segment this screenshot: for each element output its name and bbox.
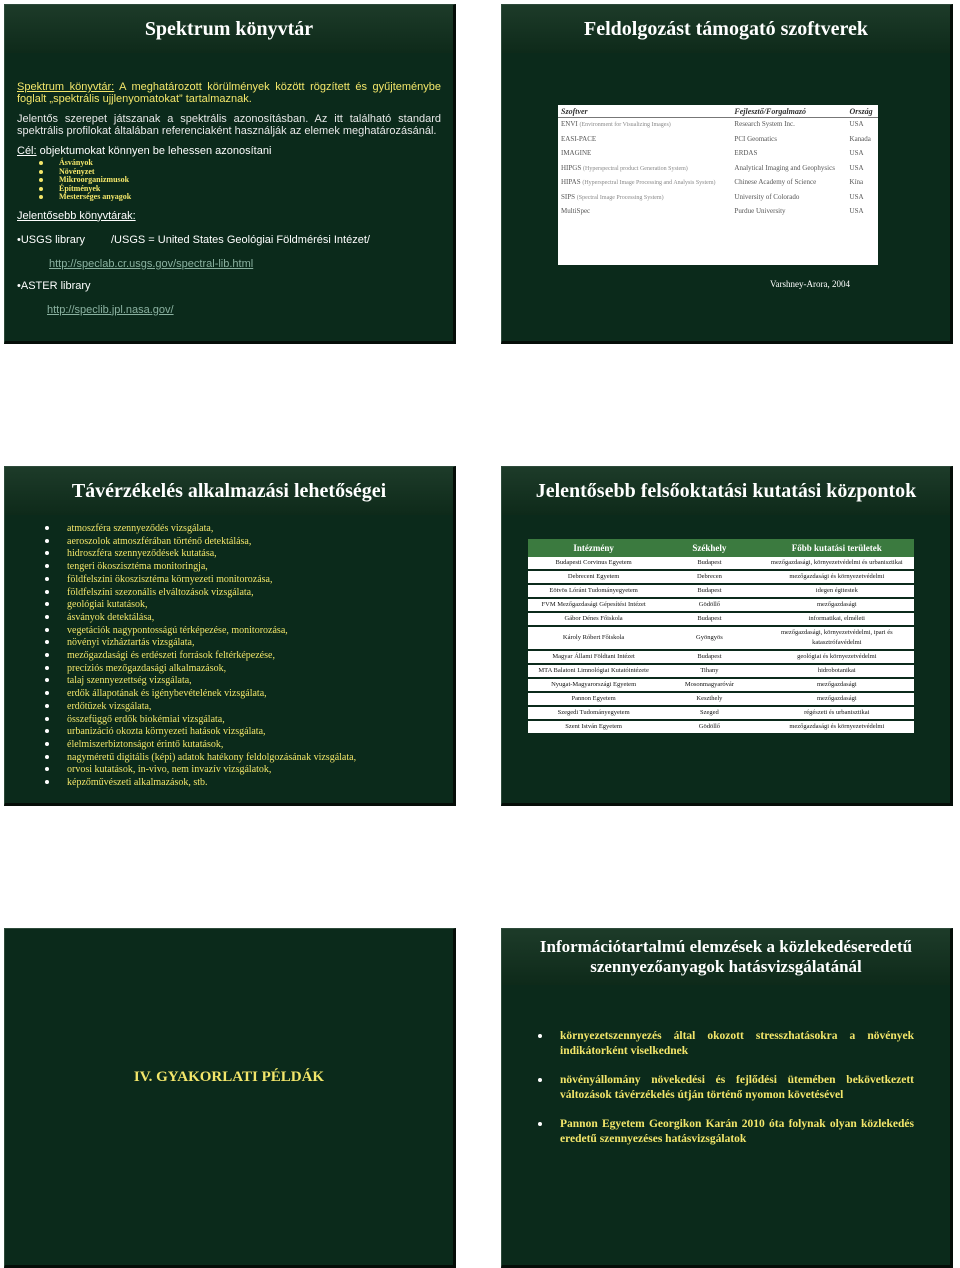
institution-cell: Pannon Egyetem xyxy=(528,692,659,706)
institution-cell: Debreceni Egyetem xyxy=(528,570,659,584)
software-header: Szoftver xyxy=(558,105,731,118)
institution-row xyxy=(528,557,914,570)
software-table xyxy=(558,105,878,220)
software-row xyxy=(558,191,878,206)
developer-cell: ERDAS xyxy=(734,149,758,157)
research-cell: mezőgazdasági, környezetvédelmi és urbanisztikai xyxy=(760,557,914,570)
application-item: földfelszíni ökoszisztéma környezeti monitorozása, xyxy=(45,574,356,587)
research-cell: geológiai és környezetvédelmi xyxy=(760,650,914,664)
application-item: hidroszféra szennyeződések kutatása, xyxy=(45,548,356,561)
software-cell xyxy=(558,176,731,191)
research-cell: mezőgazdasági, környezetvédelmi, ipari és katasztrófavédelmi xyxy=(760,626,914,650)
research-cell: mezőgazdasági xyxy=(760,598,914,612)
usgs-link[interactable]: http://speclab.cr.usgs.gov/spectral-lib.html xyxy=(49,257,254,270)
institution-cell: Nyugat-Magyarországi Egyetem xyxy=(528,678,659,692)
application-item: földfelszíni szezonális elváltozások vizsgálata, xyxy=(45,587,356,600)
institution-cell: FVM Mezőgazdasági Gépesítési Intézet xyxy=(528,598,659,612)
seat-cell: Budapest xyxy=(659,612,759,626)
institution-row xyxy=(528,706,914,720)
object-type-item: Ásványok xyxy=(59,159,441,168)
research-cell: idegen égitestek xyxy=(760,584,914,598)
slide-informaciotartalmu-elemzesek xyxy=(501,928,953,1268)
research-cell: mezőgazdasági és környezetvédelmi xyxy=(760,570,914,584)
institution-table xyxy=(528,539,914,735)
object-type-list xyxy=(59,159,441,202)
slide-szoftverek xyxy=(501,4,953,344)
slide-title: Információtartalmú elemzések a közlekedéseredetű szennyezőanyagok hatásvizsgálatánál xyxy=(502,929,950,985)
institution-row xyxy=(528,692,914,706)
software-row xyxy=(558,162,878,177)
software-name: EASI-PACE xyxy=(561,134,597,143)
institution-cell: Szent István Egyetem xyxy=(528,720,659,734)
slide-title: Távérzékelés alkalmazási lehetőségei xyxy=(5,467,453,515)
software-name: HIPAS xyxy=(561,178,581,186)
object-type-item: Növényzet xyxy=(59,168,441,177)
institution-row xyxy=(528,626,914,650)
software-cell xyxy=(558,191,731,206)
software-name: SIPS xyxy=(561,192,576,201)
application-item: urbanizáció okozta környezeti hatások vizsgálata, xyxy=(45,726,356,739)
goal-text: objektumokat könnyen be lehessen azonosítani xyxy=(36,145,272,157)
intro-paragraph xyxy=(17,81,441,105)
seat-cell: Budapest xyxy=(659,584,759,598)
institution-row xyxy=(528,612,914,626)
institution-row xyxy=(528,720,914,734)
research-cell: informatikai, elméleti xyxy=(760,612,914,626)
aster-link[interactable]: http://speclib.jpl.nasa.gov/ xyxy=(47,303,174,316)
developer-cell: PCI Geomatics xyxy=(734,134,777,143)
research-cell: mezőgazdasági xyxy=(760,678,914,692)
application-item: növényi vízháztartás vizsgálata, xyxy=(45,637,356,650)
seat-cell: Budapest xyxy=(659,650,759,664)
research-cell: mezőgazdasági és környezetvédelmi xyxy=(760,720,914,734)
software-row xyxy=(558,147,878,162)
application-item: geológiai kutatások, xyxy=(45,599,356,612)
software-fullname: (Environment for Visualizing Images) xyxy=(579,122,671,128)
findings-list xyxy=(534,1029,914,1161)
software-cell xyxy=(558,133,731,148)
finding-item: Pannon Egyetem Georgikon Karán 2010 óta folynak olyan közlekedés eredetű szennyezéses hatásvizsgálatok xyxy=(534,1117,914,1147)
country-cell: USA xyxy=(849,192,864,201)
institution-row xyxy=(528,650,914,664)
software-name: IMAGINE xyxy=(561,149,592,157)
application-item: nagyméretű digitális (képi) adatok hatékony feldolgozásának vizsgálata, xyxy=(45,752,356,765)
institution-cell: Magyar Állami Földtani Intézet xyxy=(528,650,659,664)
seat-cell: Gyöngyös xyxy=(659,626,759,650)
country-cell: USA xyxy=(849,120,864,128)
institution-cell: Eötvös Lóránt Tudományegyetem xyxy=(528,584,659,598)
developer-cell: University of Colorado xyxy=(734,192,800,201)
usgs-label: •USGS library xyxy=(17,233,86,246)
application-list xyxy=(45,523,356,790)
country-cell: USA xyxy=(849,149,864,157)
country-cell: Kína xyxy=(849,178,864,186)
developer-cell: Chinese Academy of Science xyxy=(734,178,817,186)
application-item: ásványok detektálása, xyxy=(45,612,356,625)
finding-item: környezetszennyezés által okozott stresszhatásokra a növények indikátorként viselkednek xyxy=(534,1029,914,1059)
application-item: tengeri ökoszisztéma monitoringja, xyxy=(45,561,356,574)
software-name: ENVI xyxy=(561,120,578,128)
application-item: atmoszféra szennyeződés vizsgálata, xyxy=(45,523,356,536)
institution-header: Intézmény xyxy=(528,539,659,557)
software-name: MultiSpec xyxy=(561,207,591,215)
software-row xyxy=(558,118,878,133)
country-cell: USA xyxy=(849,163,864,172)
software-name: HIPGS xyxy=(561,163,582,172)
research-header: Főbb kutatási területek xyxy=(760,539,914,557)
developer-cell: Purdue University xyxy=(734,207,786,215)
object-type-item: Mesterséges anyagok xyxy=(59,193,441,202)
slide-spektrum-konyvtar xyxy=(4,4,456,344)
application-item: aeroszolok atmoszférában történő detektálása, xyxy=(45,536,356,549)
aster-label: •ASTER library xyxy=(17,279,91,292)
section-heading: IV. GYAKORLATI PÉLDÁK xyxy=(133,1069,325,1085)
software-fullname: (Hyperspectral Image Processing and Analysis System) xyxy=(582,180,716,186)
software-cell xyxy=(558,162,731,177)
source-credit: Varshney-Arora, 2004 xyxy=(770,279,850,289)
software-cell xyxy=(558,118,731,133)
software-fullname: (Hyperspectral product Generation System) xyxy=(582,165,688,172)
institution-cell: Károly Róbert Főiskola xyxy=(528,626,659,650)
seat-cell: Keszthely xyxy=(659,692,759,706)
seat-cell: Gödöllő xyxy=(659,598,759,612)
seat-cell: Budapest xyxy=(659,557,759,570)
intro-label: Spektrum könyvtár: xyxy=(17,81,115,93)
institution-row xyxy=(528,584,914,598)
libraries-heading: Jelentősebb könyvtárak: xyxy=(17,209,136,222)
institution-cell: MTA Balatoni Limnológiai Kutatóintézete xyxy=(528,664,659,678)
institution-cell: Szegedi Tudományegyetem xyxy=(528,706,659,720)
object-type-item: Építmények xyxy=(59,185,441,194)
application-item: talaj szennyezettség vizsgálata, xyxy=(45,675,356,688)
application-item: vegetációk nagypontosságú térképezése, monitorozása, xyxy=(45,625,356,638)
slide-alkalmazasok xyxy=(4,466,456,806)
seat-cell: Mosonmagyaróvár xyxy=(659,678,759,692)
seat-cell: Szeged xyxy=(659,706,759,720)
application-item: orvosi kutatások, in-vivo, nem invazív vizsgálatok, xyxy=(45,764,356,777)
software-row xyxy=(558,176,878,191)
usgs-row xyxy=(17,234,441,246)
application-item: összefüggő erdők biokémiai vizsgálata, xyxy=(45,714,356,727)
application-item: élelmiszerbiztonságot érintő kutatások, xyxy=(45,739,356,752)
application-item: precíziós mezőgazdasági alkalmazások, xyxy=(45,663,356,676)
software-table-image xyxy=(558,105,878,265)
finding-item: növényállomány növekedési és fejlődési ütemében bekövetkezett változások távérzékelés útján történő nyomon követésével xyxy=(534,1073,914,1103)
slide-title: Feldolgozást támogató szoftverek xyxy=(502,5,950,53)
research-cell: régészeti és urbanisztikai xyxy=(760,706,914,720)
application-item: mezőgazdasági és erdészeti források feltérképezése, xyxy=(45,650,356,663)
institution-row xyxy=(528,664,914,678)
country-header: Ország xyxy=(847,105,878,118)
intro-text: A meghatározott körülmények között rögzített és gyűjteménybe foglalt „spektrális ujjlenyomatokat” tartalmaznak. xyxy=(17,81,441,105)
goal-label: Cél: xyxy=(17,145,37,157)
software-cell xyxy=(558,205,731,220)
country-cell: Kanada xyxy=(849,134,871,143)
software-fullname: (Spectral Image Processing System) xyxy=(576,194,664,201)
institution-cell: Budapesti Corvinus Egyetem xyxy=(528,557,659,570)
usgs-description: /USGS = United States Geológiai Földmérési Intézet/ xyxy=(111,233,370,246)
slide-title: Jelentősebb felsőoktatási kutatási központok xyxy=(502,467,950,515)
application-item: erdőtüzek vizsgálata, xyxy=(45,701,356,714)
developer-cell: Research System Inc. xyxy=(734,120,795,128)
software-row xyxy=(558,205,878,220)
role-paragraph: Jelentős szerepet játszanak a spektrális azonosításban. Az itt található standard spektrális profilokat általában referenciaként használják az elemek meghatározásánál. xyxy=(17,113,441,137)
developer-header: Fejlesztő/Forgalmazó xyxy=(731,105,846,118)
research-cell: hidrobotanikai xyxy=(760,664,914,678)
object-type-item: Mikroorganizmusok xyxy=(59,176,441,185)
application-item: erdők állapotának és igénybevételének vizsgálata, xyxy=(45,688,356,701)
developer-cell: Analytical Imaging and Geophysics xyxy=(734,163,835,172)
institution-row xyxy=(528,598,914,612)
software-row xyxy=(558,133,878,148)
country-cell: USA xyxy=(849,207,864,215)
institution-row xyxy=(528,570,914,584)
slide-kutatasi-kozpontok xyxy=(501,466,953,806)
seat-cell: Tihany xyxy=(659,664,759,678)
seat-cell: Debrecen xyxy=(659,570,759,584)
institution-cell: Gábor Dénes Főiskola xyxy=(528,612,659,626)
seat-header: Székhely xyxy=(659,539,759,557)
goal-line xyxy=(17,145,441,157)
slide-body xyxy=(17,81,441,316)
slide-gyakorlati-peldak xyxy=(4,928,456,1268)
application-item: képzőművészeti alkalmazások, stb. xyxy=(45,777,356,790)
institution-row xyxy=(528,678,914,692)
software-cell xyxy=(558,147,731,162)
slide-title: Spektrum könyvtár xyxy=(5,5,453,53)
seat-cell: Gödöllő xyxy=(659,720,759,734)
research-cell: mezőgazdasági xyxy=(760,692,914,706)
